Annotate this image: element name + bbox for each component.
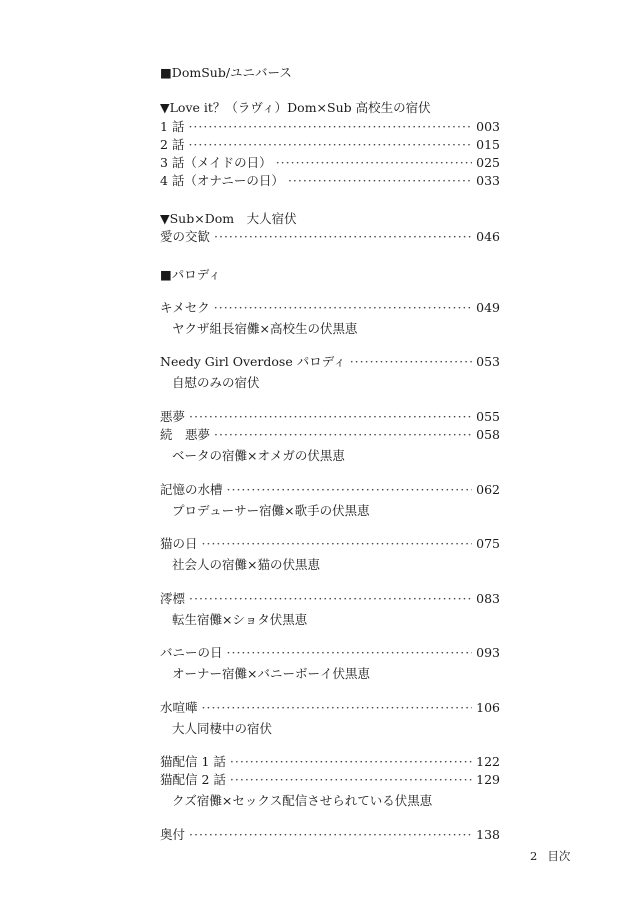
entry-description: 社会人の宿儺×猫の伏黒恵	[172, 557, 320, 572]
dot-leader	[276, 153, 472, 173]
entry-title: 水喧嘩	[160, 700, 198, 715]
toc-entry	[160, 825, 500, 845]
dot-leader	[230, 770, 472, 790]
toc-entry	[160, 352, 500, 372]
entry-page-number: 053	[476, 354, 500, 369]
dot-leader	[227, 480, 472, 500]
entry-page-number: 046	[476, 229, 500, 244]
dot-leader	[350, 352, 472, 372]
entry-page-number: 138	[476, 827, 500, 842]
entry-title: 4 話（オナニーの日）	[160, 173, 284, 188]
entry-page-number: 015	[476, 137, 500, 152]
entry-page-number: 025	[476, 155, 500, 170]
entry-title: 猫配信 1 話	[160, 754, 226, 769]
entry-page-number: 106	[476, 700, 500, 715]
footer-section-label: 目次	[547, 849, 571, 863]
dot-leader	[189, 407, 472, 427]
dot-leader	[188, 135, 472, 155]
section-heading: ■パロディ	[160, 267, 221, 282]
dot-leader	[214, 425, 472, 445]
toc-entry	[160, 425, 500, 445]
entry-page-number: 033	[476, 173, 500, 188]
dot-leader	[230, 752, 472, 772]
entry-page-number: 083	[476, 591, 500, 606]
entry-title: 愛の交歓	[160, 229, 211, 244]
entry-title: 澪標	[160, 591, 186, 606]
entry-title: 1 話	[160, 119, 185, 134]
toc-entry	[160, 770, 500, 790]
toc-entry	[160, 227, 500, 247]
toc-entry	[160, 752, 500, 772]
toc-entry	[160, 117, 500, 137]
section-heading: ■DomSub/ユニバース	[160, 65, 292, 80]
entry-description: ベータの宿儺×オメガの伏黒恵	[172, 448, 345, 463]
toc-entry	[160, 589, 500, 609]
entry-description: 自慰のみの宿伏	[172, 375, 260, 390]
entry-page-number: 055	[476, 409, 500, 424]
footer-page-number: 2	[530, 849, 538, 863]
entry-title: 2 話	[160, 137, 185, 152]
entry-description: ヤクザ組長宿儺×高校生の伏黒恵	[172, 321, 358, 336]
toc-entry	[160, 298, 500, 318]
dot-leader	[188, 117, 472, 137]
page-footer	[530, 848, 580, 864]
entry-description: 大人同棲中の宿伏	[172, 721, 273, 736]
toc-entry	[160, 698, 500, 718]
entry-title: 奥付	[160, 827, 186, 842]
toc-entry	[160, 153, 500, 173]
entry-title: 猫配信 2 話	[160, 772, 226, 787]
dot-leader	[189, 589, 472, 609]
toc-entry	[160, 407, 500, 427]
toc-entry	[160, 480, 500, 500]
entry-page-number: 075	[476, 536, 500, 551]
entry-description: オーナー宿儺×バニーボーイ伏黒恵	[172, 666, 370, 681]
toc-entry	[160, 534, 500, 554]
dot-leader	[227, 643, 472, 663]
dot-leader	[202, 698, 472, 718]
entry-title: 続 悪夢	[160, 427, 211, 442]
dot-leader	[202, 534, 472, 554]
entry-page-number: 122	[476, 754, 500, 769]
section-heading: ▼Sub×Dom 大人宿伏	[160, 211, 297, 226]
entry-description: プロデューサー宿儺×歌手の伏黒恵	[172, 503, 370, 518]
entry-page-number: 003	[476, 119, 500, 134]
entry-page-number: 062	[476, 482, 500, 497]
entry-title: 悪夢	[160, 409, 186, 424]
entry-title: Needy Girl Overdose パロディ	[160, 354, 346, 369]
entry-title: キメセク	[160, 300, 210, 315]
dot-leader	[214, 298, 472, 318]
entry-title: 3 話（メイドの日）	[160, 155, 272, 170]
entry-page-number: 049	[476, 300, 500, 315]
dot-leader	[288, 171, 472, 191]
entry-page-number: 093	[476, 645, 500, 660]
entry-title: 猫の日	[160, 536, 198, 551]
dot-leader	[214, 227, 472, 247]
toc-entry	[160, 135, 500, 155]
entry-page-number: 058	[476, 427, 500, 442]
entry-title: 記憶の水槽	[160, 482, 223, 497]
toc-entry	[160, 171, 500, 191]
entry-page-number: 129	[476, 772, 500, 787]
section-heading: ▼Love it？（ラヴィ）Dom×Sub 高校生の宿伏	[160, 100, 431, 115]
entry-description: 転生宿儺×ショタ伏黒恵	[172, 612, 308, 627]
dot-leader	[189, 825, 472, 845]
entry-title: バニーの日	[160, 645, 223, 660]
toc-entry	[160, 643, 500, 663]
entry-description: クズ宿儺×セックス配信させられている伏黒恵	[172, 793, 433, 808]
